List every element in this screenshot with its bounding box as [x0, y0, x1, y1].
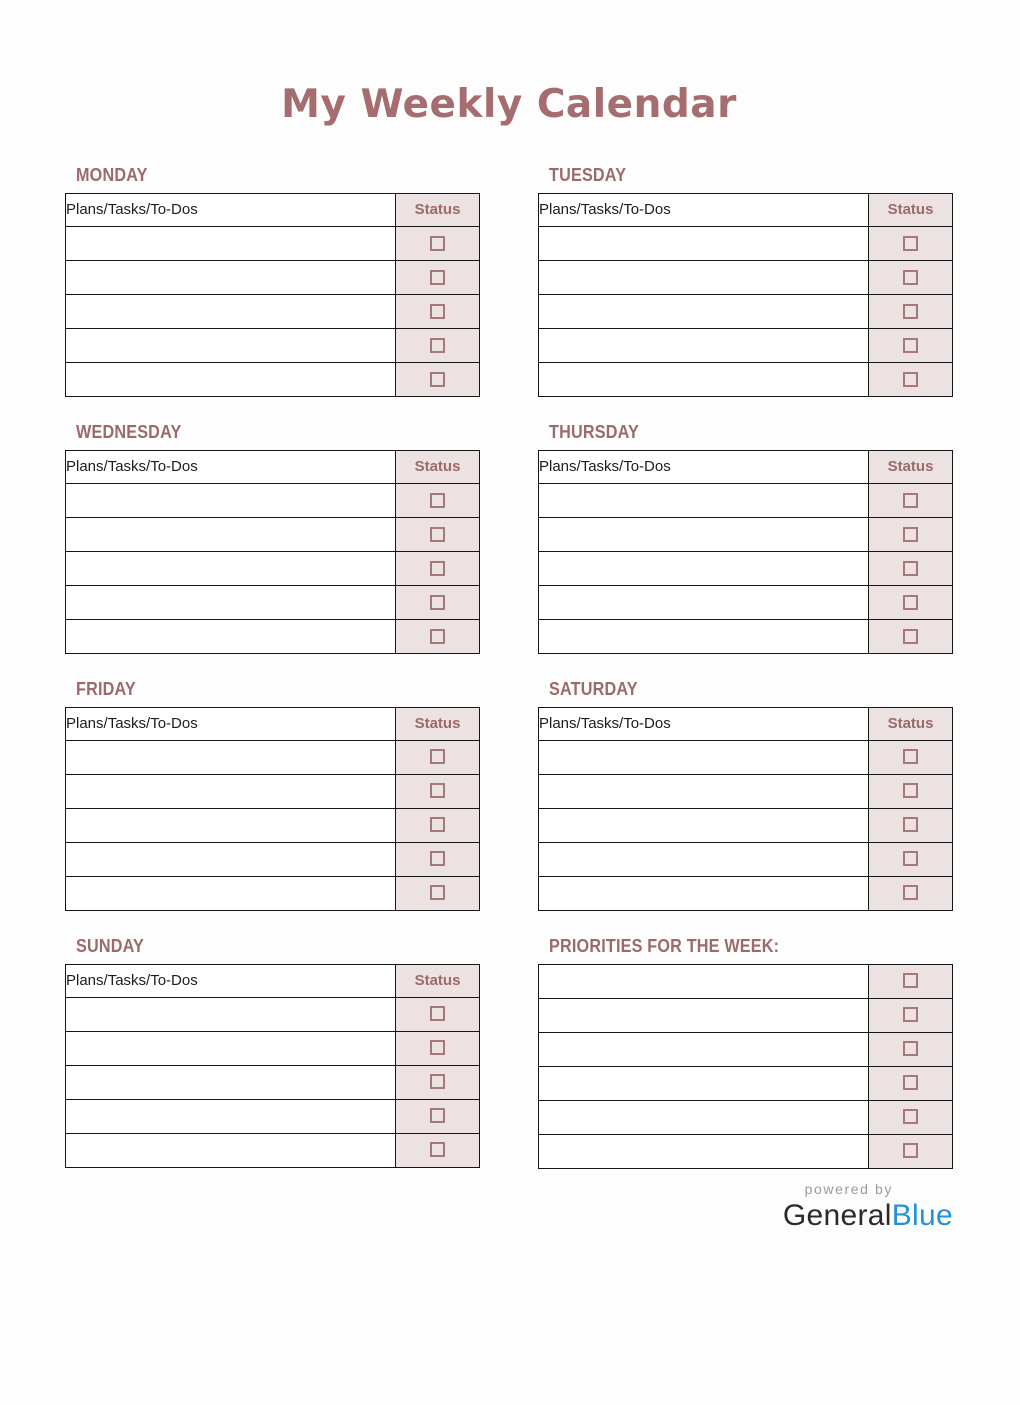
task-cell — [66, 585, 396, 619]
task-cell — [66, 328, 396, 362]
checkbox-icon — [430, 629, 445, 644]
status-cell — [869, 226, 953, 260]
checkbox-icon — [903, 1041, 918, 1056]
day-table-friday — [65, 707, 480, 911]
checkbox-icon — [903, 338, 918, 353]
checkbox-icon — [903, 304, 918, 319]
checkbox-icon — [430, 236, 445, 251]
day-heading-friday: FRIDAY — [76, 678, 136, 699]
status-cell — [869, 876, 953, 910]
checkbox-icon — [903, 1075, 918, 1090]
checkbox-icon — [903, 817, 918, 832]
status-cell — [869, 740, 953, 774]
plans-column-header: Plans/Tasks/To-Dos — [539, 707, 869, 740]
status-cell — [396, 774, 480, 808]
task-cell — [66, 619, 396, 653]
status-cell — [869, 362, 953, 396]
checkbox-icon — [903, 1109, 918, 1124]
status-cell — [396, 876, 480, 910]
checkbox-icon — [430, 493, 445, 508]
powered-by-text: powered by — [804, 1180, 893, 1197]
status-cell — [396, 226, 480, 260]
section-priorities — [538, 937, 953, 1169]
task-cell — [66, 808, 396, 842]
section-wednesday — [65, 423, 480, 654]
status-cell — [869, 1134, 953, 1168]
priority-cell — [539, 1134, 869, 1168]
status-cell — [396, 260, 480, 294]
status-cell — [396, 517, 480, 551]
task-cell — [66, 997, 396, 1031]
status-cell — [396, 842, 480, 876]
section-friday — [65, 680, 480, 911]
status-cell — [869, 1100, 953, 1134]
task-cell — [539, 260, 869, 294]
status-cell — [869, 808, 953, 842]
status-cell — [396, 740, 480, 774]
task-cell — [539, 619, 869, 653]
task-cell — [539, 808, 869, 842]
day-table-monday — [65, 193, 480, 397]
checkbox-icon — [430, 1108, 445, 1123]
task-cell — [66, 362, 396, 396]
day-table-sunday — [65, 964, 480, 1168]
checkbox-icon — [903, 493, 918, 508]
checkbox-icon — [430, 1142, 445, 1157]
day-heading-monday: MONDAY — [76, 165, 148, 185]
status-cell — [396, 328, 480, 362]
checkbox-icon — [903, 885, 918, 900]
checkbox-icon — [903, 236, 918, 251]
checkbox-icon — [903, 629, 918, 644]
day-heading-thursday: THURSDAY — [549, 421, 639, 442]
day-table-thursday — [538, 450, 953, 654]
sections-grid — [65, 166, 953, 1169]
checkbox-icon — [903, 270, 918, 285]
plans-column-header: Plans/Tasks/To-Dos — [66, 193, 396, 226]
checkbox-icon — [430, 817, 445, 832]
page-title: My Weekly Calendar — [281, 82, 737, 127]
status-cell — [396, 294, 480, 328]
status-cell — [869, 842, 953, 876]
status-column-header: Status — [869, 193, 953, 226]
checkbox-icon — [430, 527, 445, 542]
plans-column-header: Plans/Tasks/To-Dos — [66, 450, 396, 483]
checkbox-icon — [430, 372, 445, 387]
task-cell — [539, 842, 869, 876]
status-cell — [869, 619, 953, 653]
task-cell — [66, 517, 396, 551]
checkbox-icon — [430, 885, 445, 900]
checkbox-icon — [430, 304, 445, 319]
section-tuesday — [538, 166, 953, 397]
priority-cell — [539, 1066, 869, 1100]
section-sunday — [65, 937, 480, 1169]
priority-cell — [539, 964, 869, 998]
checkbox-icon — [430, 1040, 445, 1055]
calendar-page — [0, 82, 1020, 1405]
task-cell — [539, 551, 869, 585]
status-cell — [869, 483, 953, 517]
task-cell — [66, 1099, 396, 1133]
day-heading-wednesday: WEDNESDAY — [76, 421, 182, 442]
checkbox-icon — [903, 561, 918, 576]
section-monday — [65, 166, 480, 397]
task-cell — [539, 362, 869, 396]
checkbox-icon — [430, 561, 445, 576]
plans-column-header: Plans/Tasks/To-Dos — [539, 193, 869, 226]
status-column-header: Status — [396, 707, 480, 740]
checkbox-icon — [430, 851, 445, 866]
status-cell — [396, 997, 480, 1031]
status-cell — [396, 808, 480, 842]
checkbox-icon — [430, 338, 445, 353]
brand-blue-text: Blue — [891, 1198, 953, 1232]
checkbox-icon — [903, 973, 918, 988]
status-column-header: Status — [869, 707, 953, 740]
status-column-header: Status — [869, 450, 953, 483]
priorities-table — [538, 964, 953, 1169]
checkbox-icon — [903, 372, 918, 387]
checkbox-icon — [903, 1007, 918, 1022]
task-cell — [539, 294, 869, 328]
section-thursday — [538, 423, 953, 654]
checkbox-icon — [430, 270, 445, 285]
status-cell — [869, 585, 953, 619]
status-cell — [869, 998, 953, 1032]
task-cell — [66, 551, 396, 585]
status-cell — [396, 619, 480, 653]
status-cell — [869, 517, 953, 551]
task-cell — [66, 740, 396, 774]
checkbox-icon — [903, 851, 918, 866]
task-cell — [66, 226, 396, 260]
priority-cell — [539, 1100, 869, 1134]
status-cell — [396, 1099, 480, 1133]
task-cell — [66, 260, 396, 294]
status-cell — [396, 483, 480, 517]
task-cell — [66, 1133, 396, 1167]
status-cell — [869, 1032, 953, 1066]
plans-column-header: Plans/Tasks/To-Dos — [66, 964, 396, 997]
checkbox-icon — [430, 749, 445, 764]
status-column-header: Status — [396, 964, 480, 997]
task-cell — [539, 876, 869, 910]
status-cell — [869, 774, 953, 808]
checkbox-icon — [903, 595, 918, 610]
day-heading-tuesday: TUESDAY — [549, 165, 627, 185]
brand-general-text: General — [782, 1198, 892, 1232]
checkbox-icon — [430, 595, 445, 610]
task-cell — [539, 517, 869, 551]
status-cell — [396, 551, 480, 585]
day-table-saturday — [538, 707, 953, 911]
checkbox-icon — [903, 1143, 918, 1158]
task-cell — [66, 842, 396, 876]
checkbox-icon — [903, 783, 918, 798]
task-cell — [66, 483, 396, 517]
status-cell — [869, 294, 953, 328]
task-cell — [66, 1065, 396, 1099]
status-cell — [869, 964, 953, 998]
status-cell — [869, 328, 953, 362]
status-column-header: Status — [396, 193, 480, 226]
status-cell — [396, 1133, 480, 1167]
day-heading-sunday: SUNDAY — [76, 935, 145, 956]
task-cell — [66, 294, 396, 328]
day-table-wednesday — [65, 450, 480, 654]
task-cell — [66, 1031, 396, 1065]
plans-column-header: Plans/Tasks/To-Dos — [66, 707, 396, 740]
status-cell — [869, 1066, 953, 1100]
section-saturday — [538, 680, 953, 911]
brand-footer — [65, 1182, 953, 1232]
plans-column-header: Plans/Tasks/To-Dos — [539, 450, 869, 483]
status-cell — [396, 585, 480, 619]
task-cell — [539, 483, 869, 517]
priority-cell — [539, 1032, 869, 1066]
status-cell — [869, 260, 953, 294]
task-cell — [66, 774, 396, 808]
day-table-tuesday — [538, 193, 953, 397]
checkbox-icon — [430, 783, 445, 798]
task-cell — [539, 226, 869, 260]
status-column-header: Status — [396, 450, 480, 483]
day-heading-saturday: SATURDAY — [549, 678, 638, 699]
checkbox-icon — [430, 1074, 445, 1089]
priorities-heading: PRIORITIES FOR THE WEEK: — [549, 935, 780, 956]
task-cell — [539, 328, 869, 362]
task-cell — [66, 876, 396, 910]
task-cell — [539, 740, 869, 774]
status-cell — [396, 1031, 480, 1065]
checkbox-icon — [903, 527, 918, 542]
priority-cell — [539, 998, 869, 1032]
checkbox-icon — [430, 1006, 445, 1021]
status-cell — [869, 551, 953, 585]
task-cell — [539, 585, 869, 619]
status-cell — [396, 1065, 480, 1099]
task-cell — [539, 774, 869, 808]
status-cell — [396, 362, 480, 396]
generalblue-logo[interactable] — [783, 1199, 953, 1232]
checkbox-icon — [903, 749, 918, 764]
